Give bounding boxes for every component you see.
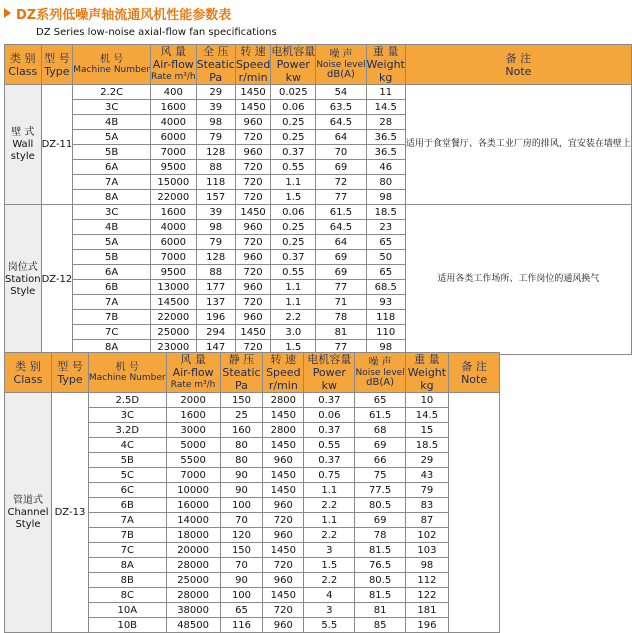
data-cell: 110 (366, 325, 405, 340)
data-cell: 100 (220, 498, 263, 513)
data-cell: 98 (196, 220, 235, 235)
data-cell: 69 (355, 513, 405, 528)
data-cell: 1.1 (271, 295, 316, 310)
data-cell: 128 (196, 250, 235, 265)
data-cell: 960 (263, 573, 304, 588)
data-cell: 98 (366, 340, 405, 355)
data-cell: 77.5 (355, 483, 405, 498)
data-cell: 720 (235, 340, 270, 355)
data-cell: 960 (235, 145, 270, 160)
data-cell: 77 (316, 340, 366, 355)
data-cell: 0.37 (304, 393, 355, 408)
data-cell: 7000 (150, 250, 196, 265)
data-cell: 85 (355, 618, 405, 633)
data-cell: 8B (88, 573, 166, 588)
data-cell: 9500 (150, 265, 196, 280)
data-cell: 1450 (235, 205, 270, 220)
class-label: 壁 式 (11, 126, 35, 138)
data-cell: 70 (220, 513, 263, 528)
class-label: 管道式 (13, 494, 43, 506)
data-cell: 7C (73, 325, 151, 340)
data-cell: 28000 (166, 588, 220, 603)
data-cell: 80 (220, 438, 263, 453)
data-cell: 54 (316, 85, 366, 100)
data-cell: 0.25 (271, 130, 316, 145)
data-cell: 2.2 (304, 498, 355, 513)
data-cell: 70 (316, 145, 366, 160)
data-cell: 960 (235, 310, 270, 325)
data-cell: 10 (405, 393, 448, 408)
header-weight: 重 量 Weight kg (405, 353, 448, 393)
header-machine: 机 号 Machine Number (88, 353, 166, 393)
data-cell: 8A (73, 340, 151, 355)
data-cell: 3 (304, 543, 355, 558)
data-cell: 720 (235, 175, 270, 190)
data-cell: 80 (366, 175, 405, 190)
data-cell: 65 (220, 603, 263, 618)
data-cell: 48500 (166, 618, 220, 633)
class-label: Channel (7, 506, 49, 518)
data-cell: 177 (196, 280, 235, 295)
data-cell: 10000 (166, 483, 220, 498)
data-cell: 960 (263, 498, 304, 513)
data-cell: 81 (355, 603, 405, 618)
data-cell: 1600 (150, 205, 196, 220)
data-cell: 63.5 (316, 100, 366, 115)
data-cell: 120 (220, 528, 263, 543)
data-cell: 1.1 (271, 280, 316, 295)
data-cell: 20000 (166, 543, 220, 558)
data-cell: 18.5 (366, 205, 405, 220)
data-cell: 80.5 (355, 498, 405, 513)
data-cell: 2.2 (271, 310, 316, 325)
header-machine: 机 号 Machine Number (73, 45, 151, 85)
data-cell: 90 (220, 483, 263, 498)
data-cell: 960 (235, 220, 270, 235)
data-cell: 4 (304, 588, 355, 603)
data-cell: 98 (196, 115, 235, 130)
data-cell: 720 (235, 235, 270, 250)
data-cell: 0.025 (271, 85, 316, 100)
data-cell: 23000 (150, 340, 196, 355)
data-cell: 7000 (150, 145, 196, 160)
class-label: 岗位式 (7, 261, 38, 273)
data-cell: 69 (316, 160, 366, 175)
data-cell: 79 (405, 483, 448, 498)
data-cell: 88 (196, 265, 235, 280)
data-cell: 116 (220, 618, 263, 633)
data-cell: 720 (263, 558, 304, 573)
data-cell: 29 (405, 453, 448, 468)
data-cell: 8C (88, 588, 166, 603)
data-cell: 7B (73, 310, 151, 325)
table-body-group-3 (5, 393, 500, 633)
data-cell: 1450 (263, 408, 304, 423)
data-cell: 70 (220, 558, 263, 573)
data-cell: 5A (73, 235, 151, 250)
data-cell: 0.55 (304, 438, 355, 453)
data-cell: 0.55 (271, 265, 316, 280)
class-label: Station (5, 273, 41, 285)
data-cell: 0.75 (304, 468, 355, 483)
data-cell: 720 (235, 160, 270, 175)
data-cell: 1.5 (271, 190, 316, 205)
data-cell: 39 (196, 205, 235, 220)
table-body-group-2 (5, 205, 632, 355)
data-cell: 14.5 (366, 100, 405, 115)
data-cell: 69 (355, 438, 405, 453)
data-cell: 80 (220, 453, 263, 468)
data-cell: 18.5 (405, 438, 448, 453)
data-cell: 960 (263, 618, 304, 633)
data-cell: 1.1 (304, 513, 355, 528)
data-cell: 90 (220, 573, 263, 588)
data-cell: 69 (316, 265, 366, 280)
data-cell: 7000 (166, 468, 220, 483)
data-cell: 181 (405, 603, 448, 618)
data-cell: 4B (73, 220, 151, 235)
data-cell: 150 (220, 543, 263, 558)
data-cell: 93 (366, 295, 405, 310)
data-cell: 65 (355, 393, 405, 408)
data-cell: 960 (235, 115, 270, 130)
data-cell: 7A (73, 175, 151, 190)
data-cell: 4000 (150, 220, 196, 235)
data-cell: 25 (220, 408, 263, 423)
data-cell: 36.5 (366, 130, 405, 145)
data-cell: 2.2C (73, 85, 151, 100)
data-cell: 720 (235, 295, 270, 310)
data-cell: 5A (73, 130, 151, 145)
data-cell: 147 (196, 340, 235, 355)
data-cell: 71 (316, 295, 366, 310)
data-cell: 75 (355, 468, 405, 483)
data-cell: 1600 (150, 100, 196, 115)
data-cell: 0.37 (304, 453, 355, 468)
data-cell: 43 (405, 468, 448, 483)
data-cell: 6B (88, 498, 166, 513)
title-row (0, 0, 500, 26)
data-cell: 1450 (263, 588, 304, 603)
header-power: 电机容量 Power kw (304, 353, 355, 393)
data-cell: 102 (405, 528, 448, 543)
header-class: 类 别 Class (5, 353, 52, 393)
data-cell: 720 (263, 513, 304, 528)
data-cell: 1450 (235, 325, 270, 340)
data-cell: 61.5 (355, 408, 405, 423)
data-cell: 23 (366, 220, 405, 235)
data-cell: 0.06 (271, 205, 316, 220)
data-cell: 5.5 (304, 618, 355, 633)
note-cell: 适用于食堂餐厅、各类工业厂房的排风，宜安装在墙壁上 (405, 85, 631, 205)
data-cell: 1600 (166, 408, 220, 423)
header-airflow: 风 量 Air-flow Rate m³/h (150, 45, 196, 85)
data-cell: 128 (196, 145, 235, 160)
data-cell: 72 (316, 175, 366, 190)
data-cell: 90 (220, 468, 263, 483)
data-cell: 16000 (166, 498, 220, 513)
data-cell: 61.5 (316, 205, 366, 220)
data-cell: 3.0 (271, 325, 316, 340)
data-cell: 5B (73, 250, 151, 265)
data-cell: 10B (88, 618, 166, 633)
data-cell: 79 (196, 130, 235, 145)
header-note: 备 注 Note (449, 353, 500, 393)
data-cell: 77 (316, 190, 366, 205)
data-cell: 88 (196, 160, 235, 175)
data-cell: 7B (88, 528, 166, 543)
data-cell: 0.25 (271, 220, 316, 235)
data-cell: 103 (405, 543, 448, 558)
data-cell: 22000 (150, 190, 196, 205)
data-cell: 720 (263, 603, 304, 618)
data-cell: 79 (196, 235, 235, 250)
data-cell: 0.25 (271, 235, 316, 250)
data-cell: 14000 (166, 513, 220, 528)
data-cell: 68 (355, 423, 405, 438)
data-cell: 1450 (263, 438, 304, 453)
data-cell: 69 (316, 250, 366, 265)
data-cell: 15 (405, 423, 448, 438)
data-cell: 1.1 (271, 175, 316, 190)
data-cell: 6C (88, 483, 166, 498)
data-cell: 28 (366, 115, 405, 130)
data-cell: 13000 (150, 280, 196, 295)
data-cell: 137 (196, 295, 235, 310)
data-cell: 14500 (150, 295, 196, 310)
data-cell: 38000 (166, 603, 220, 618)
data-cell: 25000 (150, 325, 196, 340)
data-cell: 720 (235, 130, 270, 145)
data-cell: 9500 (150, 160, 196, 175)
data-cell: 112 (405, 573, 448, 588)
data-cell: 14.5 (405, 408, 448, 423)
header-static-pressure: 静 压 Steatic Pa (220, 353, 263, 393)
data-cell: 100 (220, 588, 263, 603)
data-cell: 294 (196, 325, 235, 340)
data-cell: 0.37 (271, 250, 316, 265)
class-label: Wall (12, 138, 34, 150)
header-speed: 转 速 Speed r/min (235, 45, 271, 84)
note-cell (449, 393, 500, 633)
header-airflow: 风 量 Air-flow Rate m³/h (166, 353, 220, 393)
table-row (5, 85, 632, 100)
data-cell: 8A (73, 190, 151, 205)
data-cell: 400 (150, 85, 196, 100)
data-cell: 81 (316, 325, 366, 340)
data-cell: 3C (88, 408, 166, 423)
data-cell: 18000 (166, 528, 220, 543)
data-cell: 0.55 (271, 160, 316, 175)
data-cell: 0.37 (271, 145, 316, 160)
data-cell: 157 (196, 190, 235, 205)
data-cell: 3 (304, 603, 355, 618)
header-pressure: 全 压 Steatic Pa (196, 45, 235, 84)
data-cell: 720 (235, 265, 270, 280)
data-cell: 5C (88, 468, 166, 483)
arrow-bullet-icon (4, 8, 11, 18)
class-cell (5, 85, 42, 205)
data-cell: 3.2D (88, 423, 166, 438)
class-label: Style (10, 285, 36, 297)
data-cell: 6000 (150, 130, 196, 145)
data-cell: 150 (220, 393, 263, 408)
data-cell: 196 (405, 618, 448, 633)
data-cell: 0.37 (304, 423, 355, 438)
data-cell: 7A (73, 295, 151, 310)
data-cell: 5B (73, 145, 151, 160)
header-type: 型 号 Type (52, 353, 89, 393)
header-class: 类 别 Class (5, 45, 42, 85)
data-cell: 0.06 (304, 408, 355, 423)
data-cell: 65 (366, 265, 405, 280)
class-label: Style (15, 518, 41, 530)
data-cell: 4000 (150, 115, 196, 130)
data-cell: 36.5 (366, 145, 405, 160)
data-cell: 78 (355, 528, 405, 543)
data-cell: 720 (235, 190, 270, 205)
data-cell: 3C (73, 100, 151, 115)
table-row (5, 393, 500, 408)
data-cell: 46 (366, 160, 405, 175)
data-cell: 2.2 (304, 573, 355, 588)
data-cell: 8A (88, 558, 166, 573)
data-cell: 160 (220, 423, 263, 438)
data-cell: 11 (366, 85, 405, 100)
data-cell: 64.5 (316, 220, 366, 235)
data-cell: 3000 (166, 423, 220, 438)
header-power: 电机容量 Power kw (271, 45, 316, 84)
data-cell: 118 (196, 175, 235, 190)
data-cell: 7A (88, 513, 166, 528)
data-cell: 80.5 (355, 573, 405, 588)
page-title-cn: DZ系列低噪声轴流通风机性能参数表 (16, 8, 232, 23)
data-cell: 2.5D (88, 393, 166, 408)
data-cell: 118 (366, 310, 405, 325)
type-cell: DZ-12 (41, 205, 73, 355)
data-cell: 1450 (263, 483, 304, 498)
table-row (5, 205, 632, 220)
type-cell: DZ-13 (52, 393, 89, 633)
data-cell: 64 (316, 130, 366, 145)
data-cell: 5B (88, 453, 166, 468)
data-cell: 1.5 (304, 558, 355, 573)
table-header-row-2 (5, 353, 500, 393)
data-cell: 25000 (166, 573, 220, 588)
spec-table-2 (4, 352, 500, 633)
data-cell: 0.06 (271, 100, 316, 115)
data-cell: 0.25 (271, 115, 316, 130)
data-cell: 98 (366, 190, 405, 205)
data-cell: 5000 (166, 438, 220, 453)
data-cell: 77 (316, 280, 366, 295)
data-cell: 122 (405, 588, 448, 603)
data-cell: 76.5 (355, 558, 405, 573)
data-cell: 960 (235, 250, 270, 265)
data-cell: 4B (73, 115, 151, 130)
data-cell: 1450 (235, 100, 270, 115)
data-cell: 64 (316, 235, 366, 250)
data-cell: 1450 (263, 543, 304, 558)
class-cell (5, 393, 52, 633)
data-cell: 98 (405, 558, 448, 573)
note-cell: 适用各类工作场所、工作岗位的通风换气 (405, 205, 631, 355)
data-cell: 66 (355, 453, 405, 468)
data-cell: 2800 (263, 393, 304, 408)
data-cell: 2800 (263, 423, 304, 438)
data-cell: 28000 (166, 558, 220, 573)
data-cell: 960 (263, 453, 304, 468)
data-cell: 2.2 (304, 528, 355, 543)
data-cell: 2000 (166, 393, 220, 408)
data-cell: 6B (73, 280, 151, 295)
data-cell: 7C (88, 543, 166, 558)
data-cell: 64.5 (316, 115, 366, 130)
class-label: style (10, 150, 35, 162)
page-title-en: DZ Series low-noise axial-flow fan specifications (36, 27, 277, 38)
data-cell: 4C (88, 438, 166, 453)
data-cell: 1450 (235, 85, 270, 100)
header-noise: 噪 声 Noise level dB(A) (316, 45, 366, 85)
data-cell: 1450 (263, 468, 304, 483)
data-cell: 81.5 (355, 543, 405, 558)
data-cell: 78 (316, 310, 366, 325)
data-cell: 1.1 (304, 483, 355, 498)
class-cell (5, 205, 42, 355)
type-cell: DZ-11 (41, 85, 73, 205)
data-cell: 960 (235, 280, 270, 295)
table-body-group-1 (5, 85, 632, 205)
spec-table (4, 44, 632, 355)
data-cell: 5500 (166, 453, 220, 468)
header-note: 备 注 Note (405, 45, 631, 85)
header-noise: 噪 声 Noise level dB(A) (355, 353, 405, 393)
data-cell: 68.5 (366, 280, 405, 295)
data-cell: 6A (73, 160, 151, 175)
header-speed: 转 速 Speed r/min (263, 353, 304, 393)
data-cell: 10A (88, 603, 166, 618)
data-cell: 65 (366, 235, 405, 250)
data-cell: 6A (73, 265, 151, 280)
data-cell: 3C (73, 205, 151, 220)
header-type: 型 号 Type (41, 45, 73, 85)
data-cell: 15000 (150, 175, 196, 190)
data-cell: 81.5 (355, 588, 405, 603)
data-cell: 50 (366, 250, 405, 265)
data-cell: 1.5 (271, 340, 316, 355)
header-weight: 重 量 Weight kg (366, 45, 405, 84)
data-cell: 29 (196, 85, 235, 100)
data-cell: 6000 (150, 235, 196, 250)
data-cell: 22000 (150, 310, 196, 325)
data-cell: 87 (405, 513, 448, 528)
data-cell: 960 (263, 528, 304, 543)
data-cell: 39 (196, 100, 235, 115)
data-cell: 196 (196, 310, 235, 325)
data-cell: 83 (405, 498, 448, 513)
table-header-row (5, 45, 632, 85)
